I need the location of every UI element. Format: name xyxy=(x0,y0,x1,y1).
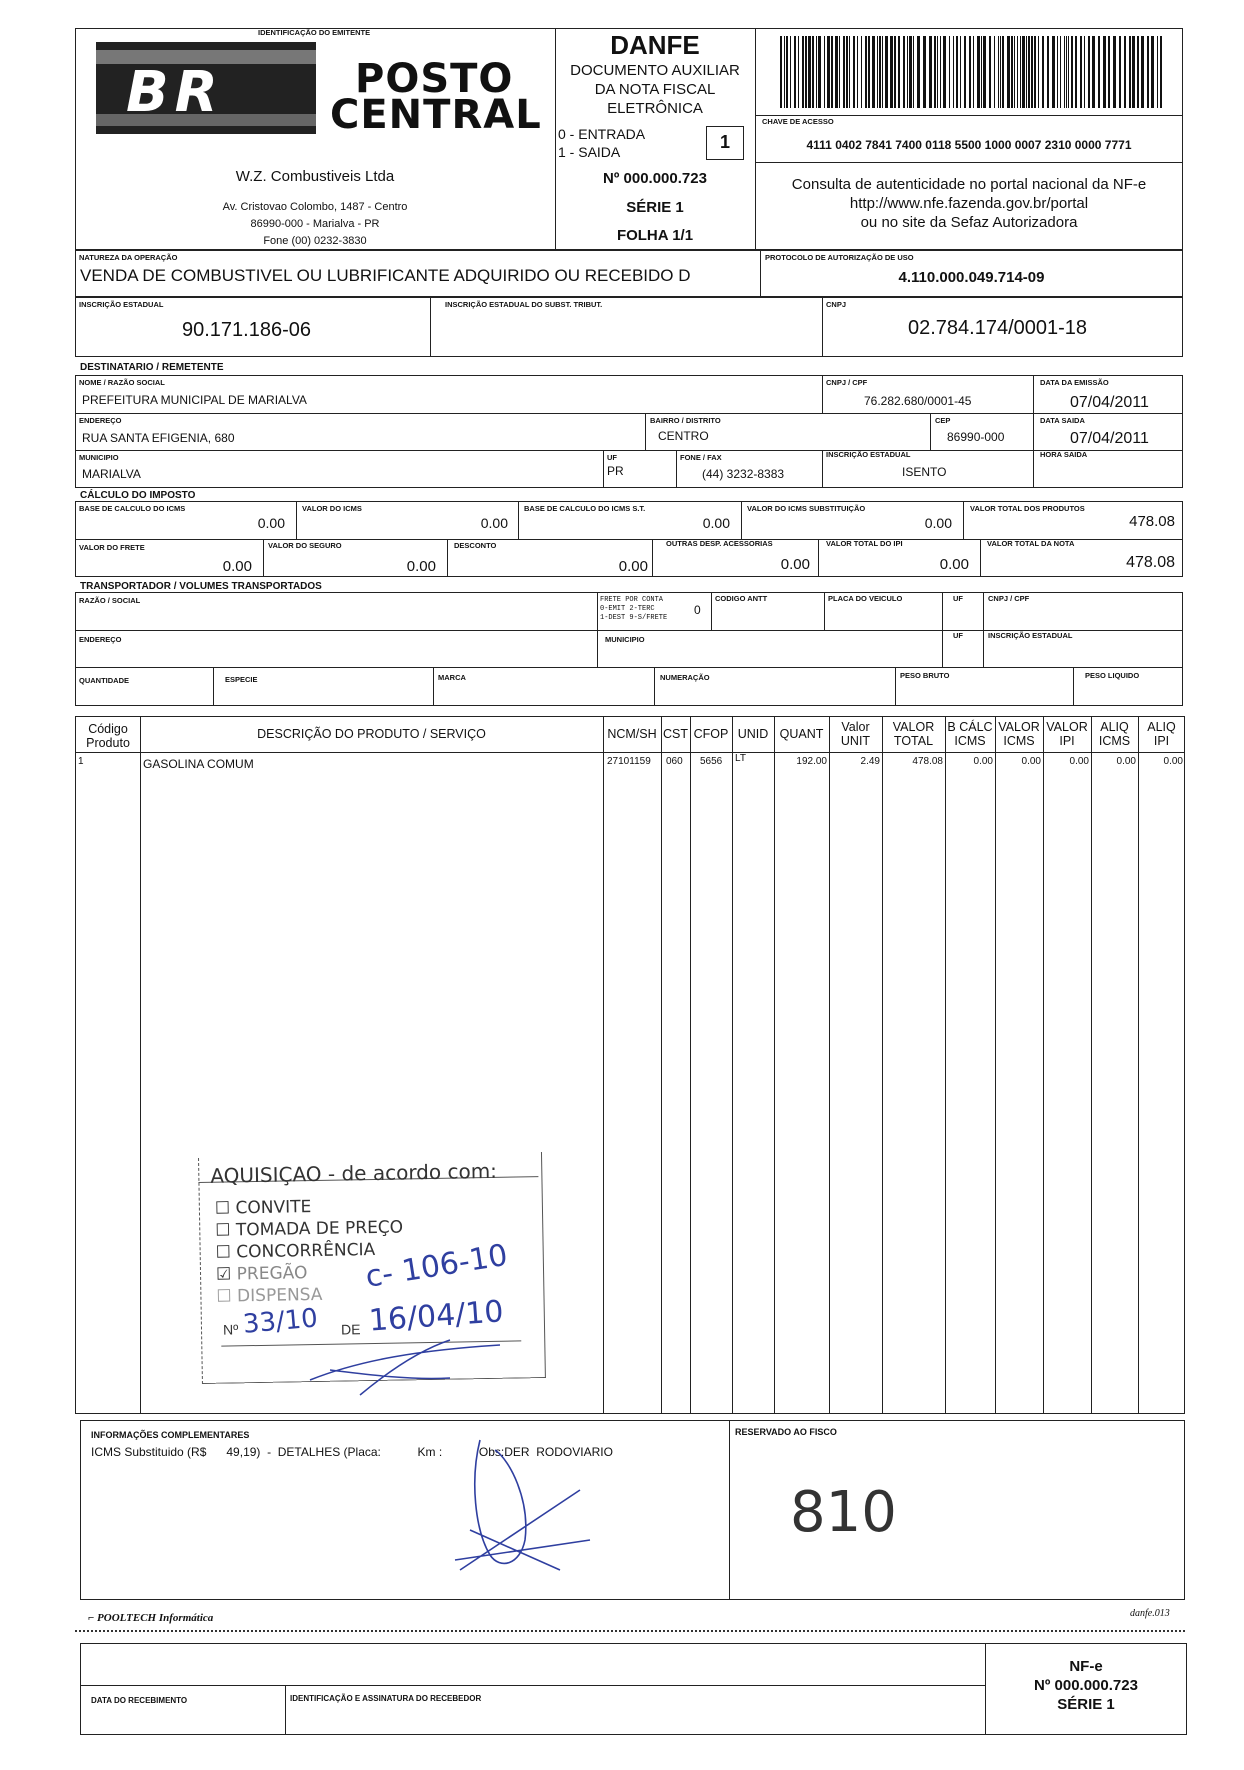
complement-label: INFORMAÇÕES COMPLEMENTARES xyxy=(91,1430,250,1440)
barcode-bar xyxy=(853,36,855,108)
col-cst-header: CST xyxy=(663,727,688,741)
ipi-value: 0.00 xyxy=(939,556,969,573)
barcode-bar xyxy=(1038,36,1039,108)
barcode-bar xyxy=(890,36,893,108)
stamp-opt2-text: TOMADA DE PREÇO xyxy=(235,1217,404,1241)
total-value: 478.08 xyxy=(1126,554,1175,571)
icms-st-label: VALOR DO ICMS SUBSTITUIÇÃO xyxy=(747,504,866,513)
barcode-bar xyxy=(1020,36,1021,108)
stamp-opt3-text: CONCORRÊNCIA xyxy=(236,1239,376,1263)
row-qty: 192.00 xyxy=(796,756,827,767)
barcode-bar xyxy=(827,36,830,108)
access-key: 4111 0402 7841 7400 0118 5500 1000 0007 2310 0000 7771 xyxy=(806,138,1132,152)
barcode-bar xyxy=(1113,36,1116,108)
barcode-bar xyxy=(956,36,958,108)
cep-label: CEP xyxy=(935,416,951,425)
barcode-bar xyxy=(977,36,980,108)
stamp-hand-number: 33/10 xyxy=(241,1303,319,1340)
col-vicms-header: VALOR ICMS xyxy=(998,720,1040,748)
barcode-bar xyxy=(1068,36,1069,108)
barcode-bar xyxy=(824,36,825,108)
stamp-signature xyxy=(300,1320,520,1410)
barcode-bar xyxy=(960,36,961,108)
freight-mode-2: 0-EMIT 2-TERC xyxy=(600,605,655,613)
barcode-bar xyxy=(917,36,920,108)
stamp-option-convite: ☐ CONVITE xyxy=(214,1197,312,1219)
products-label: VALOR TOTAL DOS PRODUTOS xyxy=(970,504,1085,513)
receipt-sig-label: IDENTIFICAÇÃO E ASSINATURA DO RECEBEDOR xyxy=(290,1694,482,1703)
barcode-bar xyxy=(953,36,954,108)
barcode-bar xyxy=(812,36,814,108)
recipient-ie: ISENTO xyxy=(902,465,947,479)
phone-value: (44) 3232-8383 xyxy=(702,467,785,481)
row-unit: LT xyxy=(735,753,746,764)
access-key-label: CHAVE DE ACESSO xyxy=(762,117,834,126)
fisco-hand: 810 xyxy=(790,1480,897,1545)
net-label: PESO LIQUIDO xyxy=(1085,671,1140,680)
barcode-bar xyxy=(1052,36,1055,108)
barcode-bar xyxy=(790,36,791,108)
barcode-bar xyxy=(1157,36,1158,108)
fisco-label: RESERVADO AO FISCO xyxy=(735,1427,837,1437)
barcode-bar xyxy=(794,36,796,108)
issuer-city: 86990-000 - Marialva - PR xyxy=(250,218,380,230)
antt-label: CODIGO ANTT xyxy=(715,594,768,603)
row-bicms: 0.00 xyxy=(973,756,993,767)
freight-mode-value: 0 xyxy=(694,603,701,617)
barcode-bar xyxy=(843,36,845,108)
row-cst: 060 xyxy=(666,756,683,767)
row-aipi: 0.00 xyxy=(1163,756,1183,767)
barcode-bar xyxy=(923,36,926,108)
exit-date: 07/04/2011 xyxy=(1070,430,1149,447)
ie-label: INSCRIÇÃO ESTADUAL xyxy=(79,300,164,309)
base-icms-label: BASE DE CALCULO DO ICMS xyxy=(79,504,186,513)
stamp-title: AQUISIÇAO - de acordo com: xyxy=(210,1158,498,1188)
issuer-phone: Fone (00) 0232-3830 xyxy=(263,235,367,247)
barcode-bar xyxy=(846,36,848,108)
stamp-de: DE xyxy=(340,1321,361,1338)
col-bicms-header: B CÁLC ICMS xyxy=(947,720,993,748)
footer-code: danfe.013 xyxy=(1130,1608,1170,1619)
row-vipi: 0.00 xyxy=(1069,756,1089,767)
freight-mode-3: 1-DEST 9-S/FRETE xyxy=(600,614,668,622)
barcode-bar xyxy=(1108,36,1110,108)
emission-date: 07/04/2011 xyxy=(1070,394,1149,411)
recipient-address: RUA SANTA EFIGENIA, 680 xyxy=(82,431,235,445)
barcode-bar xyxy=(857,36,858,108)
base-icms-value: 0.00 xyxy=(257,515,285,531)
barcode-bar xyxy=(1071,36,1073,108)
complement-text: ICMS Substituido (R$ 49,19) - DETALHES (Placa: Km : Obs:DER RODOVIARIO xyxy=(91,1445,613,1459)
uf-label: UF xyxy=(607,453,617,462)
col-desc-header: DESCRIÇÃO DO PRODUTO / SERVIÇO xyxy=(257,727,486,741)
barcode-bar xyxy=(903,36,905,108)
barcode-bar xyxy=(1137,36,1139,108)
barcode-bar xyxy=(872,36,875,108)
freight-label: VALOR DO FRETE xyxy=(79,543,145,552)
barcode-bar xyxy=(1022,36,1025,108)
barcode-bar xyxy=(1007,36,1010,108)
signature xyxy=(440,1420,600,1580)
recipient-name: PREFEITURA MUNICIPAL DE MARIALVA xyxy=(82,393,307,407)
issuer-company: W.Z. Combustiveis Ltda xyxy=(235,168,395,185)
other-label: OUTRAS DESP. ACESSORIAS xyxy=(666,539,773,548)
icms-st-value: 0.00 xyxy=(924,515,952,531)
row-cfop: 5656 xyxy=(700,756,723,767)
barcode-bar xyxy=(865,36,867,108)
barcode-bar xyxy=(909,36,912,108)
barcode-bar xyxy=(907,36,908,108)
barcode-bar xyxy=(934,36,936,108)
barcode-bar xyxy=(861,36,862,108)
barcode-bar xyxy=(1000,36,1001,108)
barcode-bar xyxy=(913,36,914,108)
stamp-no: Nº xyxy=(222,1321,239,1338)
barcode-bar xyxy=(877,36,878,108)
barcode-bar xyxy=(981,36,982,108)
col-ncm-header: NCM/SH xyxy=(607,727,657,741)
barcode-bar xyxy=(839,36,840,108)
barcode-bar xyxy=(1047,36,1049,108)
barcode-bar xyxy=(998,36,999,108)
danfe-subtitle-3: ELETRÔNICA xyxy=(607,100,703,117)
danfe-folha: FOLHA 1/1 xyxy=(616,227,694,244)
row-desc: GASOLINA COMUM xyxy=(143,757,254,771)
hour-label: HORA SAIDA xyxy=(1040,450,1088,459)
br-logo xyxy=(96,42,316,134)
footer-nfe-number: Nº 000.000.723 xyxy=(1034,1677,1138,1694)
barcode-bar xyxy=(849,36,850,108)
row-vtotal: 478.08 xyxy=(912,756,943,767)
city-label: MUNICIPIO xyxy=(79,453,119,462)
col-qty-header: QUANT xyxy=(779,727,824,741)
numbering-label: NUMERAÇÃO xyxy=(660,673,710,682)
freight-mode xyxy=(600,596,667,623)
danfe-subtitle-2: DA NOTA FISCAL xyxy=(594,81,716,98)
stamp-hand-pregao: c- 106-10 xyxy=(363,1237,510,1295)
other-value: 0.00 xyxy=(780,556,810,573)
barcode-bar xyxy=(1124,36,1126,108)
recipient-cnpj: 76.282.680/0001-45 xyxy=(864,394,972,408)
footer-nfe: NF-e xyxy=(1069,1658,1103,1675)
tax-section: CÁLCULO DO IMPOSTO xyxy=(80,490,196,501)
barcode-bar xyxy=(937,36,938,108)
barcode-bar xyxy=(1014,36,1015,108)
stamp-option-concorrencia: ☐ CONCORRÊNCIA xyxy=(215,1239,376,1263)
barcode-bar xyxy=(1084,36,1085,108)
insurance-value: 0.00 xyxy=(406,558,436,575)
products-value: 478.08 xyxy=(1129,513,1175,530)
issuer-address: Av. Cristovao Colombo, 1487 - Centro xyxy=(222,201,408,213)
barcode xyxy=(778,36,1168,108)
gross-label: PESO BRUTO xyxy=(900,671,950,680)
phone-label: FONE / FAX xyxy=(680,453,722,462)
danfe-subtitle-1: DOCUMENTO AUXILIAR xyxy=(570,62,740,79)
logo-name-2: CENTRAL xyxy=(330,92,542,138)
uf-value: PR xyxy=(607,464,624,478)
recipient-ie-label: INSCRIÇÃO ESTADUAL xyxy=(826,450,911,459)
barcode-bar xyxy=(1160,36,1162,108)
barcode-bar xyxy=(1088,36,1090,108)
barcode-bar xyxy=(943,36,946,108)
nature-value: VENDA DE COMBUSTIVEL OU LUBRIFICANTE ADQUIRIDO OU RECEBIDO D xyxy=(80,266,691,285)
barcode-bar xyxy=(798,36,799,108)
col-aipi-header: ALIQ IPI xyxy=(1147,720,1176,748)
barcode-bar xyxy=(989,36,991,108)
barcode-bar xyxy=(1151,36,1154,108)
row-aicms: 0.00 xyxy=(1116,756,1136,767)
freight-value: 0.00 xyxy=(222,558,252,575)
barcode-bar xyxy=(983,36,986,108)
footer-nfe-serie: SÉRIE 1 xyxy=(1057,1696,1115,1713)
recipient-section: DESTINATARIO / REMETENTE xyxy=(80,362,224,373)
icms-value: 0.00 xyxy=(480,515,508,531)
barcode-bar xyxy=(1080,36,1082,108)
recipient-address-label: ENDEREÇO xyxy=(79,416,122,425)
barcode-bar xyxy=(1034,36,1036,108)
icms-label: VALOR DO ICMS xyxy=(302,504,362,513)
recipient-name-label: NOME / RAZÃO SOCIAL xyxy=(79,378,165,387)
barcode-bar xyxy=(929,36,932,108)
plate-label: PLACA DO VEICULO xyxy=(828,594,903,603)
emission-label: DATA DA EMISSÃO xyxy=(1040,378,1109,387)
base-st-label: BASE DE CALCULO DO ICMS S.T. xyxy=(524,504,646,513)
consult-line-3: ou no site da Sefaz Autorizadora xyxy=(860,214,1078,231)
danfe-saida: 1 - SAIDA xyxy=(558,144,621,160)
ie-st-label: INSCRIÇÃO ESTADUAL DO SUBST. TRIBUT. xyxy=(445,300,603,309)
stamp-option-tomada: ☐ TOMADA DE PREÇO xyxy=(215,1217,404,1241)
col-code-header: Código Produto xyxy=(86,722,130,750)
col-aicms-header: ALIQ ICMS xyxy=(1098,720,1131,748)
barcode-bar xyxy=(784,36,785,108)
stamp-option-dispensa: ☐ DISPENSA xyxy=(216,1284,323,1307)
logo-brand: BR xyxy=(126,60,224,125)
barcode-bar xyxy=(1119,36,1121,108)
barcode-bar xyxy=(802,36,804,108)
barcode-bar xyxy=(1092,36,1095,108)
issuer-section-label: IDENTIFICAÇÃO DO EMITENTE xyxy=(258,28,371,37)
transport-section: TRANSPORTADOR / VOLUMES TRANSPORTADOS xyxy=(80,581,322,592)
stamp-opt4-text: PREGÃO xyxy=(236,1263,308,1285)
barcode-bar xyxy=(831,36,833,108)
barcode-bar xyxy=(879,36,881,108)
barcode-bar xyxy=(898,36,900,108)
discount-value: 0.00 xyxy=(618,558,648,575)
danfe-title: DANFE xyxy=(610,30,700,60)
barcode-bar xyxy=(1064,36,1065,108)
barcode-bar xyxy=(894,36,896,108)
barcode-bar xyxy=(885,36,888,108)
pooltech-icon: ⌐ xyxy=(88,1612,98,1624)
district-label: BAIRRO / DISTRITO xyxy=(650,416,721,425)
protocol-label: PROTOCOLO DE AUTORIZAÇÃO DE USO xyxy=(765,253,914,262)
barcode-bar xyxy=(1147,36,1149,108)
barcode-bar xyxy=(1141,36,1144,108)
footer-brand-text: POOLTECH Informática xyxy=(97,1612,214,1624)
barcode-bar xyxy=(1028,36,1030,108)
insurance-label: VALOR DO SEGURO xyxy=(268,541,342,550)
col-unit-header: UNID xyxy=(737,727,769,741)
city-value: MARIALVA xyxy=(82,467,141,481)
transport-name-label: RAZÃO / SOCIAL xyxy=(79,596,141,605)
barcode-bar xyxy=(786,36,788,108)
cnpj-label: CNPJ xyxy=(826,300,847,309)
brand-label: MARCA xyxy=(438,673,466,682)
barcode-bar xyxy=(964,36,966,108)
col-vipi-header: VALOR IPI xyxy=(1046,720,1088,748)
discount-label: DESCONTO xyxy=(454,541,497,550)
col-vunit-header: Valor UNIT xyxy=(840,720,871,748)
barcode-bar xyxy=(1129,36,1131,108)
receipt-date-label: DATA DO RECEBIMENTO xyxy=(91,1696,188,1705)
barcode-bar xyxy=(1002,36,1004,108)
danfe-serie: SÉRIE 1 xyxy=(626,199,684,216)
stamp-hand-date: 16/04/10 xyxy=(367,1294,505,1339)
transport-uf-label: UF xyxy=(953,594,963,603)
transport-city-label: MUNICIPIO xyxy=(605,635,645,644)
barcode-bar xyxy=(1066,36,1067,108)
footer-brand xyxy=(88,1612,213,1624)
consult-line-1: Consulta de autenticidade no portal nacional da NF-e xyxy=(791,176,1147,193)
ipi-label: VALOR TOTAL DO IPI xyxy=(826,539,903,548)
stamp-opt5-text: DISPENSA xyxy=(236,1284,323,1307)
species-label: ESPECIE xyxy=(225,675,258,684)
danfe-type: 1 xyxy=(706,126,744,160)
cnpj-value: 02.784.174/0001-18 xyxy=(908,317,1088,339)
barcode-bar xyxy=(1017,36,1018,108)
row-vunit: 2.49 xyxy=(860,756,880,767)
stamp-option-pregao: ☑ PREGÃO xyxy=(215,1263,308,1285)
transport-uf2-label: UF xyxy=(953,631,963,640)
barcode-bar xyxy=(1031,36,1033,108)
barcode-bar xyxy=(1098,36,1100,108)
barcode-bar xyxy=(1057,36,1058,108)
barcode-bar xyxy=(818,36,821,108)
barcode-bar xyxy=(1042,36,1044,108)
nature-label: NATUREZA DA OPERAÇÃO xyxy=(79,253,178,262)
barcode-bar xyxy=(949,36,950,108)
col-vtotal-header: VALOR TOTAL xyxy=(892,720,935,748)
total-label: VALOR TOTAL DA NOTA xyxy=(987,539,1075,548)
barcode-bar xyxy=(1011,36,1013,108)
row-code: 1 xyxy=(78,756,84,767)
barcode-bar xyxy=(1026,36,1027,108)
barcode-bar xyxy=(1132,36,1135,108)
qty-label: QUANTIDADE xyxy=(79,676,129,685)
barcode-bar xyxy=(1103,36,1106,108)
danfe-entrada: 0 - ENTRADA xyxy=(558,126,646,142)
recipient-box xyxy=(75,375,1183,488)
freight-mode-1: FRETE POR CONTA xyxy=(600,596,664,604)
barcode-bar xyxy=(780,36,782,108)
barcode-bar xyxy=(835,36,838,108)
row-ncm: 27101159 xyxy=(607,756,651,767)
barcode-bar xyxy=(973,36,974,108)
protocol-value: 4.110.000.049.714-09 xyxy=(898,269,1045,286)
stamp-opt1-text: CONVITE xyxy=(235,1197,312,1219)
transport-ie-label: INSCRIÇÃO ESTADUAL xyxy=(988,631,1073,640)
barcode-bar xyxy=(1060,36,1061,108)
recipient-cnpj-label: CNPJ / CPF xyxy=(826,378,868,387)
row-vicms: 0.00 xyxy=(1021,756,1041,767)
col-cfop-header: CFOP xyxy=(693,727,729,741)
barcode-bar xyxy=(1075,36,1077,108)
logo-name-1: POSTO xyxy=(355,56,514,102)
barcode-bar xyxy=(882,36,883,108)
cut-line xyxy=(75,1630,1185,1632)
danfe-number: Nº 000.000.723 xyxy=(603,170,707,187)
barcode-bar xyxy=(868,36,870,108)
barcode-bar xyxy=(808,36,811,108)
barcode-bar xyxy=(816,36,817,108)
barcode-bar xyxy=(994,36,995,108)
base-st-value: 0.00 xyxy=(702,515,730,531)
cep-value: 86990-000 xyxy=(947,430,1005,444)
exit-label: DATA SAIDA xyxy=(1040,416,1085,425)
district-value: CENTRO xyxy=(658,429,709,443)
barcode-bar xyxy=(805,36,807,108)
ie-value: 90.171.186-06 xyxy=(182,319,312,341)
transport-address-label: ENDEREÇO xyxy=(79,635,122,644)
consult-line-2: http://www.nfe.fazenda.gov.br/portal xyxy=(849,195,1089,212)
transport-cnpj-label: CNPJ / CPF xyxy=(988,594,1030,603)
barcode-bar xyxy=(969,36,971,108)
barcode-bar xyxy=(940,36,941,108)
